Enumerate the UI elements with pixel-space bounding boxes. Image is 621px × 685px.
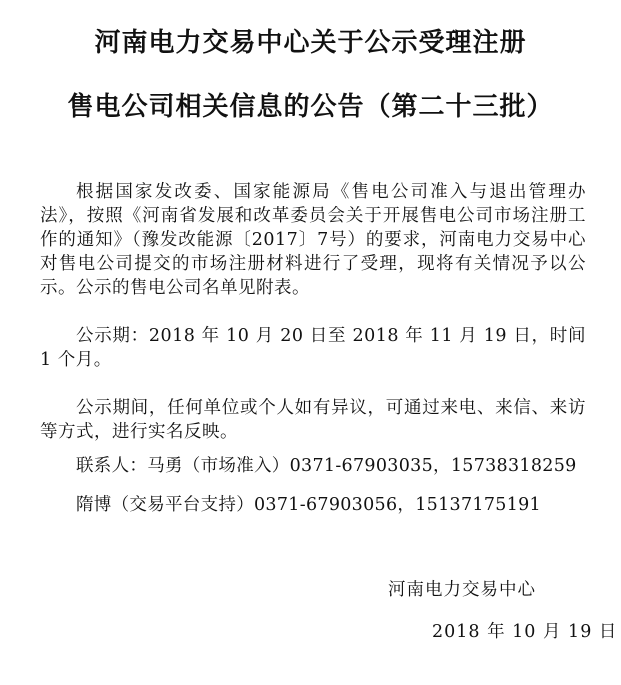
announcement-title-line-1: 河南电力交易中心关于公示受理注册	[94, 28, 527, 58]
body-paragraph-background: 根据国家发改委、国家能源局《售电公司准入与退出管理办法》，按照《河南省发展和改革委员会关于开展售电公司市场注册工作的通知》（豫发改能源〔2017〕7号）的要求，河南电力交易中心对售电公司提交的市场注册材料进行了受理，现将有关情况予以公示。公示的售电公司名单见附表。	[40, 182, 586, 298]
contact-line-platform-support: 隋博（交易平台支持）0371-67903056，15137175191	[76, 495, 541, 515]
signature-organization: 河南电力交易中心	[388, 580, 536, 600]
signature-date: 2018 年 10 月 19 日	[432, 622, 618, 642]
announcement-title-line-2: 售电公司相关信息的公告（第二十三批）	[67, 92, 554, 122]
body-paragraph-publicity-period: 公示期：2018 年 10 月 20 日至 2018 年 11 月 19 日，时间 1 个月。	[40, 326, 586, 370]
body-paragraph-objection: 公示期间，任何单位或个人如有异议，可通过来电、来信、来访等方式，进行实名反映。	[40, 398, 586, 442]
contact-line-market-access: 联系人：马勇（市场准入）0371-67903035，15738318259	[76, 456, 577, 476]
